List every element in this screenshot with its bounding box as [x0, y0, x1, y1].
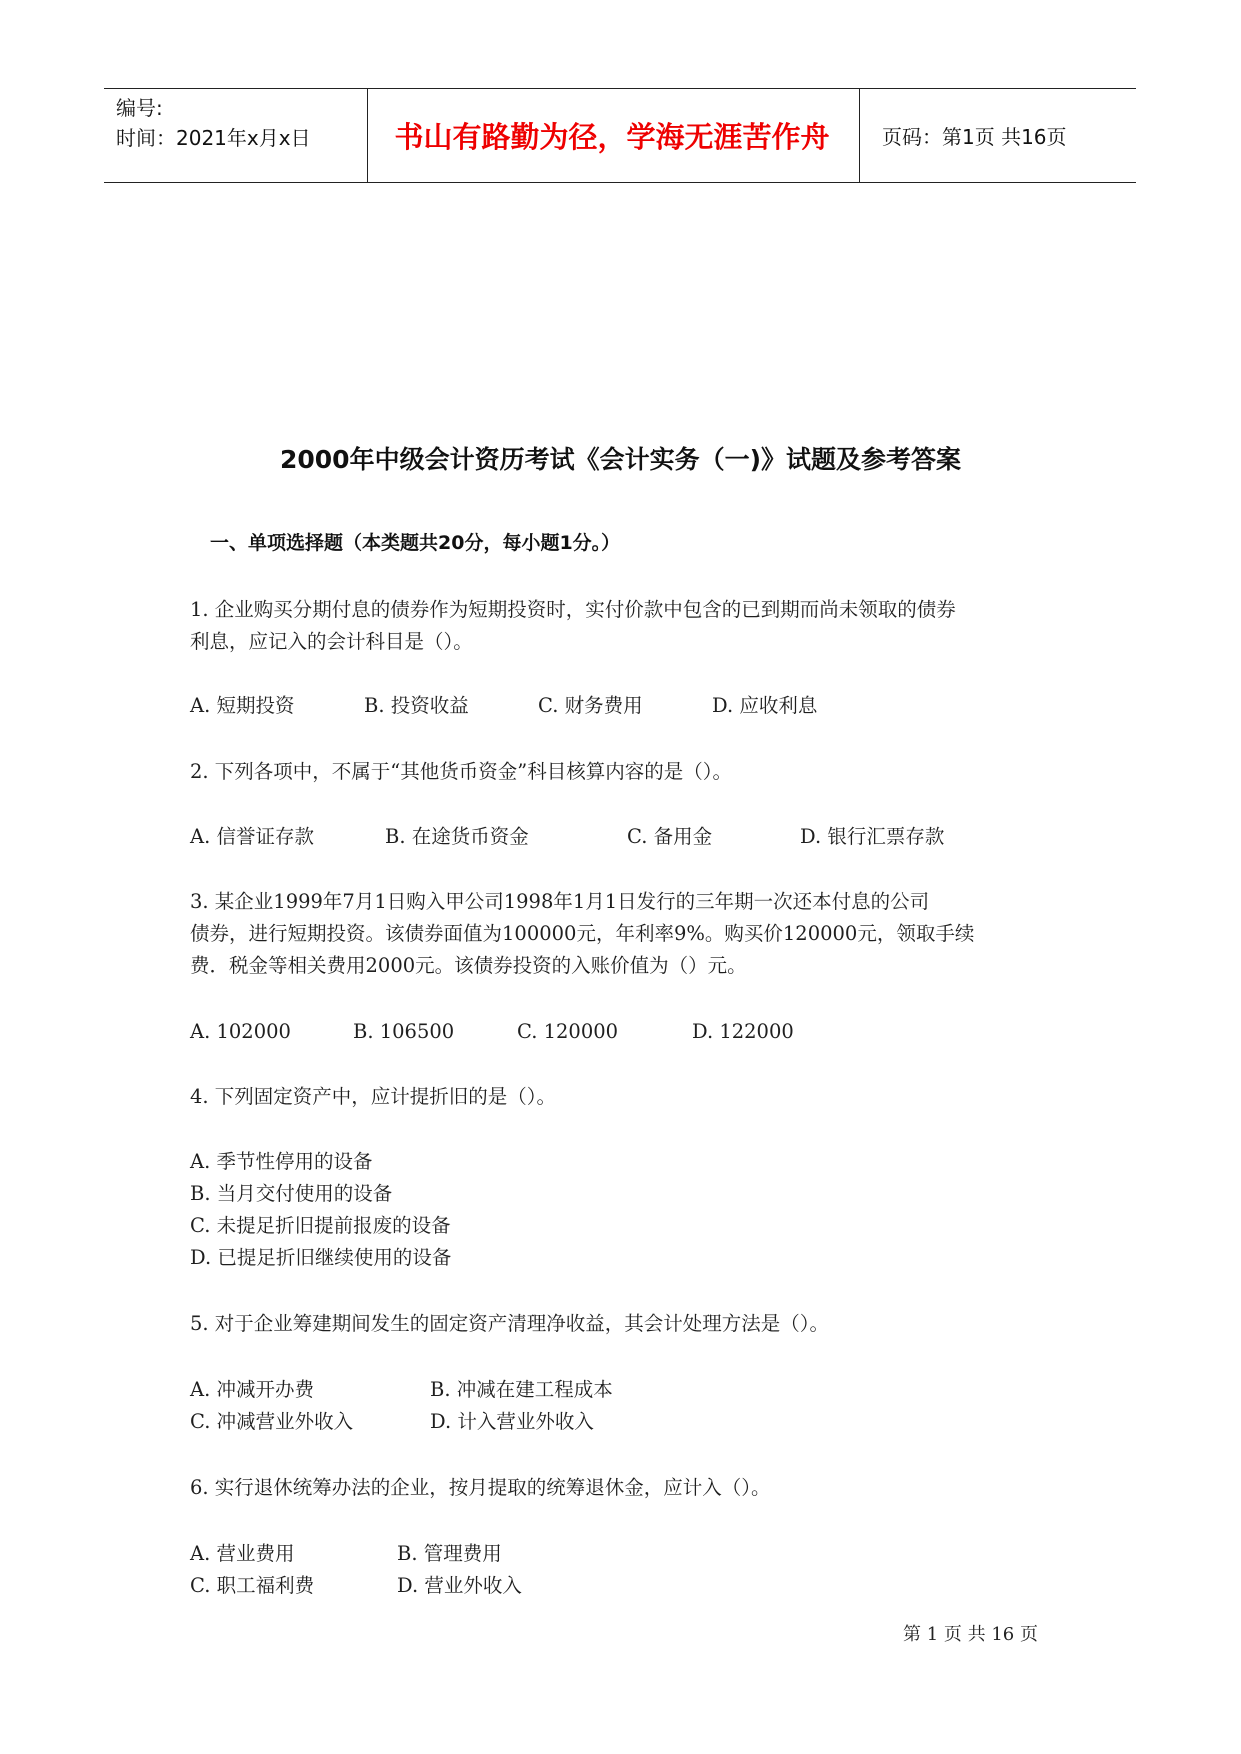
question-3-line-3: 费．税金等相关费用2000元。该债券投资的入账价值为（）元。: [190, 954, 747, 977]
option-b: B. 冲减在建工程成本: [430, 1378, 613, 1401]
option-a: A. 信誉证存款: [190, 825, 314, 848]
option-b: B. 管理费用: [397, 1542, 502, 1565]
question-1-line-1: 1. 企业购买分期付息的债券作为短期投资时，实付价款中包含的已到期而尚未领取的债券: [190, 598, 956, 621]
option-d: D. 银行汇票存款: [800, 825, 945, 848]
number-label: 编号:: [116, 96, 163, 120]
option-d: D. 计入营业外收入: [430, 1410, 594, 1433]
option-b: B. 投资收益: [364, 694, 469, 717]
option-d: D. 122000: [692, 1020, 794, 1043]
option-c: C. 财务费用: [538, 694, 643, 717]
header-meta: [116, 93, 356, 153]
question-2-line-1: 2. 下列各项中，不属于“其他货币资金”科目核算内容的是（）。: [190, 760, 732, 783]
question-6-line-1: 6. 实行退休统筹办法的企业，按月提取的统筹退休金，应计入（）。: [190, 1476, 771, 1499]
option-b: B. 106500: [353, 1020, 455, 1043]
option-c: C. 职工福利费: [190, 1574, 315, 1597]
option-c: C. 120000: [517, 1020, 619, 1043]
question-1-line-2: 利息，应记入的会计科目是（）。: [190, 630, 473, 653]
option-d: D. 应收利息: [712, 694, 818, 717]
option-b: B. 在途货币资金: [385, 825, 529, 848]
document-title: 2000年中级会计资历考试《会计实务（一)》试题及参考答案: [279, 445, 961, 474]
option-c: C. 备用金: [627, 825, 713, 848]
option-a: A. 冲减开办费: [190, 1378, 314, 1401]
header-motto: 书山有路勤为径，学海无涯苦作舟: [394, 120, 830, 154]
question-4-option-b: B. 当月交付使用的设备: [190, 1182, 393, 1205]
option-d: D. 营业外收入: [397, 1574, 522, 1597]
header-divider-right: [859, 89, 860, 182]
question-4-option-a: A. 季节性停用的设备: [190, 1150, 373, 1173]
question-3-line-1: 3. 某企业1999年7月1日购入甲公司1998年1月1日发行的三年期一次还本付息的公司: [190, 890, 930, 913]
option-c: C. 冲减营业外收入: [190, 1410, 354, 1433]
section-heading: 一、单项选择题（本类题共20分，每小题1分。）: [210, 532, 621, 554]
question-3-line-2: 债券，进行短期投资。该债券面值为100000元，年利率9%。购买价120000元，领取手续: [190, 922, 975, 945]
document-header: [104, 88, 1136, 183]
option-a: A. 短期投资: [190, 694, 295, 717]
question-4-line-1: 4. 下列固定资产中，应计提折旧的是（）。: [190, 1085, 557, 1108]
question-4-option-c: C. 未提足折旧提前报废的设备: [190, 1214, 451, 1237]
question-5-line-1: 5. 对于企业筹建期间发生的固定资产清理净收益，其会计处理方法是（）。: [190, 1312, 830, 1335]
time-label: 时间：2021年x月x日: [116, 126, 311, 150]
header-page-code: 页码：第1页 共16页: [882, 125, 1067, 149]
question-4-option-d: D. 已提足折旧继续使用的设备: [190, 1246, 452, 1269]
page-footer: 第 1 页 共 16 页: [903, 1624, 1038, 1645]
option-a: A. 营业费用: [190, 1542, 295, 1565]
option-a: A. 102000: [190, 1020, 291, 1043]
